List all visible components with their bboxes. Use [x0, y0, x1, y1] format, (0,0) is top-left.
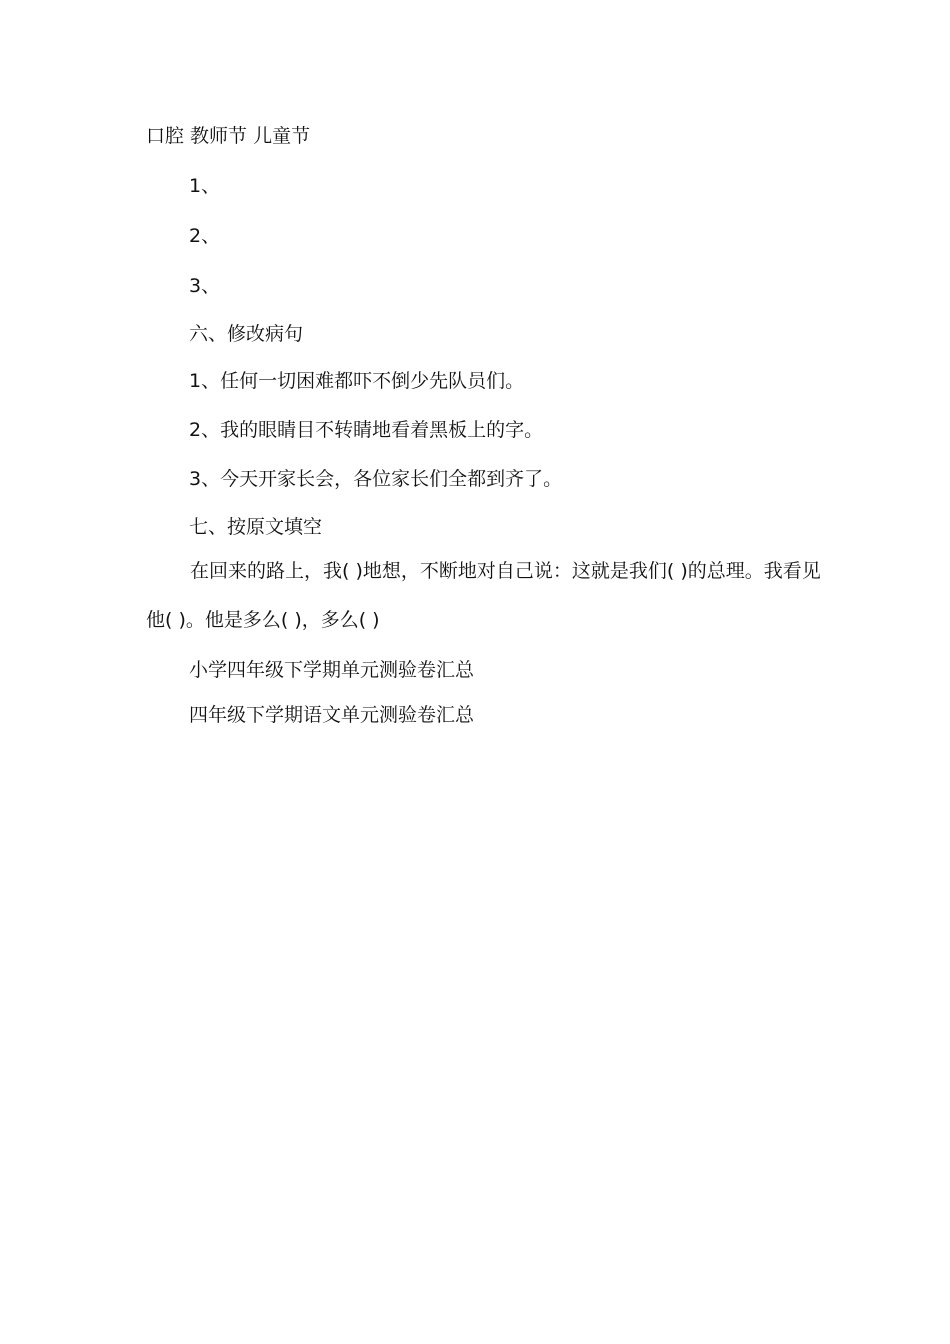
section-7-title: 七、按原文填空 [189, 516, 323, 538]
section-6-item-2: 2、我的眼睛目不转睛地看着黑板上的字。 [189, 419, 544, 441]
footer-link-1[interactable]: 小学四年级下学期单元测验卷汇总 [189, 659, 475, 681]
blank-item-2: 2、 [189, 225, 221, 247]
blank-item-1: 1、 [189, 175, 221, 197]
section-7-paragraph: 在回来的路上，我( )地想，不断地对自己说：这就是我们( )的总理。我看见他( )。他是多么( )，多么( ) [146, 560, 821, 631]
blank-item-3: 3、 [189, 275, 221, 297]
section-6-title: 六、修改病句 [189, 323, 304, 345]
section-6-item-1: 1、任何一切困难都吓不倒少先队员们。 [189, 370, 525, 392]
header-line: 口腔 教师节 儿童节 [146, 125, 311, 147]
footer-link-2[interactable]: 四年级下学期语文单元测验卷汇总 [189, 704, 475, 726]
section-6-item-3: 3、今天开家长会，各位家长们全都到齐了。 [189, 468, 563, 490]
